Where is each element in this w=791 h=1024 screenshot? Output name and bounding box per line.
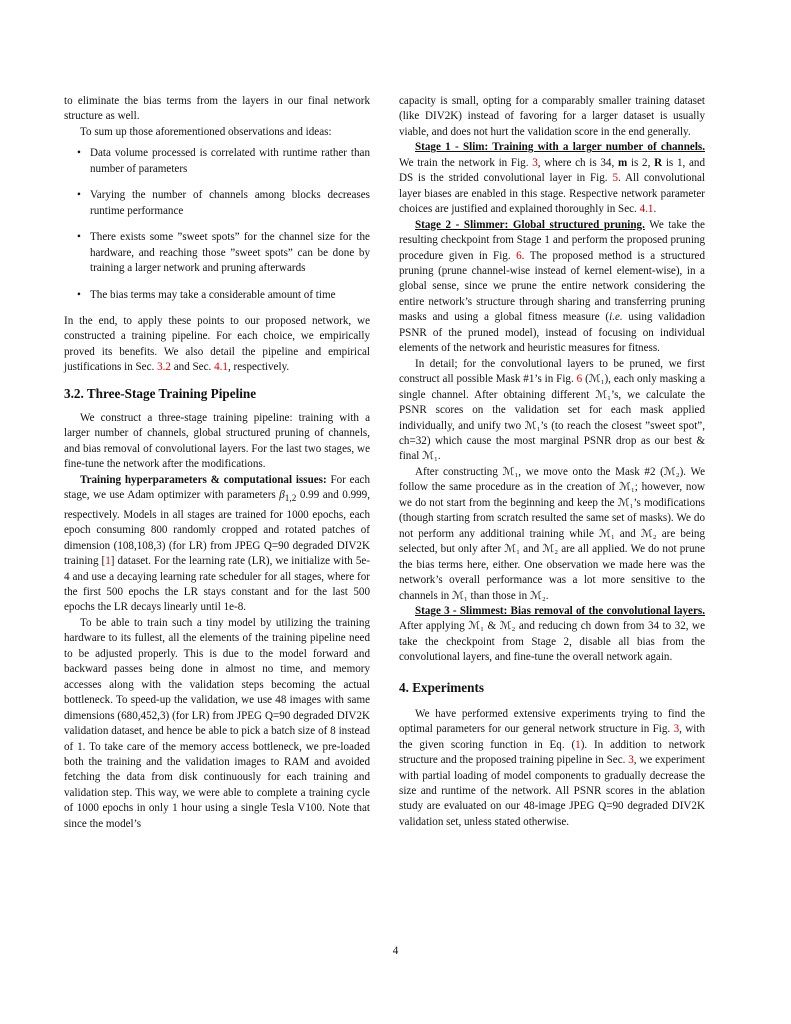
observations-list (64, 146, 370, 303)
list-item: • Varying the number of channels among blocks decreases runtime performance (64, 188, 370, 219)
figure-ref-link[interactable]: 6 (516, 249, 522, 262)
list-item: • There exists some ”sweet spots” for the channel size for the hardware, and reaching those ”sweet spots” can be done by training a larger network and pruning afterwards (64, 230, 370, 276)
figure-ref-link[interactable]: 3 (673, 723, 680, 736)
stage1-title: Stage 1 - Slim: Training with a larger number of channels. (415, 141, 705, 154)
stage2-title: Stage 2 - Slimmer: Global structured pruning. (415, 218, 645, 231)
section-ref-link[interactable]: 3.2 (157, 361, 171, 374)
section-heading-4: 4. Experiments (399, 679, 484, 695)
figure-ref-link[interactable]: 6 (576, 373, 583, 386)
intro-tail-paragraph: to eliminate the bias terms from the layers in our final network structure as well. (64, 95, 370, 123)
section-heading-3-2: 3.2. Three-Stage Training Pipeline (64, 385, 257, 401)
experiments-paragraph: We have performed extensive experiments trying to find the optimal parameters for our general network structure in Fig. 3, with the given scoring function in Eq. (1). In addition to network structure and the proposed training pipeline in Sec. 3, we experiment with partial loading of model components to gradually decrease the size and runtime of the network. All PSNR scores in the ablation study are evaluated on our 48-image JPEG Q=90 degraded DIV2K validation set, unless stated otherwise. (399, 707, 705, 828)
list-item: • Data volume processed is correlated with runtime rather than number of parameters (64, 146, 370, 177)
hardware-paragraph: To be able to train such a tiny model by utilizing the training hardware to its fullest, all the elements of the training pipeline need to be adjusted properly. This is due to the model forward and backward passes being done in almost no time, and memory accesses along with the validation steps becoming the actual bottleneck. To speed-up the validation, we use 48 images with same dimensions (680,452,3) (for LR) from JPEG Q=90 degraded DIV2K validation dataset, and hence be able to pick a batch size of 8 instead of 1. To take care of the memory access bottleneck, we pre-loaded both the training and the validation images to RAM and avoided fetching the data from disk continuously for each training and validation step. This way, we were able to complete a training cycle of 1000 epochs in only 1 hour using a single Tesla V100. Note that since the model’s (64, 616, 370, 830)
stage3-title: Stage 3 - Slimmest: Bias removal of the convolutional layers. (415, 604, 705, 617)
pipeline-summary-paragraph: In the end, to apply these points to our proposed network, we constructed a training pipeline. For each choice, we empirically proved its benefits. We also detail the pipeline and empirical justifications in Sec. 3.2 and Sec. 4.1, respectively. (64, 314, 370, 374)
continuation-paragraph: capacity is small, opting for a comparably smaller training dataset (like DIV2K) instead of favoring for a larger dataset is usually viable, and does not hurt the validation score in the end generally. (399, 95, 705, 138)
stage1-paragraph: Stage 1 - Slim: Training with a larger number of channels. We train the network in Fig. 3, where ch is 34, m is 2, R is 1, and DS is the strided convolutional layer in Fig. 5. All convolutional layer biases are enabled in this stage. Respective network parameter choices are justified and explained thoroughly in Sec. 4.1. (399, 141, 706, 216)
pipeline-intro-paragraph: We construct a three-stage training pipeline: training with a larger number of channels, global structured pruning of channels, and bias removal of convolutional layers. For the last two stages, we fine-tune the network after the modifications. (64, 411, 370, 471)
left-column (64, 94, 370, 832)
right-column (399, 94, 705, 830)
pruning-detail-paragraph: In detail; for the convolutional layers to be pruned, we first construct all possible Mask #1’s in Fig. 6 (ℳ₁), each only masking a single channel. After obtaining different ℳ₁’s, we calculate the PSNR scores on the validation set for each mask applied individually, and unify two ℳ₁’s (to reach the closest ”sweet spot”, ch=32) which cause the most marginal PSNR drop as our best & final ℳ₁. (399, 357, 706, 463)
stage2-paragraph: Stage 2 - Slimmer: Global structured pruning. We take the resulting checkpoint from Stage 1 and perform the proposed pruning procedure given in Fig. 6. The proposed method is a structured pruning (prune channel-wise instead of kernel element-wise), in a global sense, since we prune the entire network considering the entire network’s structure through sharing and transferring pruning masks and using a global fitness measure (i.e. using validadion PSNR of the pruned model), instead of focusing on individual elements of the network and heuristic measures for fitness. (399, 218, 705, 355)
mask2-paragraph: After constructing ℳ₁, we move onto the Mask #2 (ℳ₂). We follow the same procedure as in the creation of ℳ₁; however, now we do not start from the beginning and keep the ℳ₁’s modifications (though starting from scratch resulted the same set of masks). We do not perform any additional training while ℳ₁ and ℳ₂ are being selected, but only after ℳ₁ and ℳ₂ are all applied. We do not prune the bias terms here, either. One observation we made here was the network’s overall performance was a lot more sensitive to the channels in ℳ₁ than those in ℳ₂. (399, 465, 705, 602)
stage3-paragraph: Stage 3 - Slimmest: Bias removal of the convolutional layers. After applying ℳ₁ & ℳ₂ and reducing ch down from 34 to 32, we take the checkpoint from Stage 2, disable all bias from the convolutional layers, and fine-tune the overall network again. (399, 604, 705, 664)
hyperparameters-paragraph: Training hyperparameters & computational issues: For each stage, we use Adam optimizer with parameters $\beta_{1,2}$ 0.99 and 0.999, respectively. Models in all stages are trained for 1000 epochs, each epoch consuming 800 randomly cropped and rotated patches of dimension (108,108,3) (for LR) from JPEG Q=90 degraded DIV2K training [1] dataset. For the learning rate (LR), we initialize with 5e-4 and use a decaying learning rate scheduler for all stages, where for the first 500 epochs the LR stays constant and for the last 500 epochs the LR decays linearly until 1e-8. (64, 473, 371, 614)
equation-ref-link[interactable]: 1 (575, 738, 581, 751)
citation-link[interactable]: 1 (105, 555, 111, 568)
figure-ref-link[interactable]: 5 (612, 172, 618, 185)
list-item: • The bias terms may take a considerable amount of time (64, 288, 370, 303)
page-number: 4 (392, 945, 399, 957)
section-ref-link[interactable]: 4.1 (639, 203, 654, 216)
hyperparameters-title: Training hyperparameters & computational issues: (80, 473, 327, 486)
sum-up-paragraph: To sum up those aforementioned observations and ideas: (80, 125, 332, 138)
section-ref-link[interactable]: 3 (628, 754, 634, 767)
figure-ref-link[interactable]: 3 (532, 156, 538, 169)
section-ref-link[interactable]: 4.1 (214, 361, 228, 374)
